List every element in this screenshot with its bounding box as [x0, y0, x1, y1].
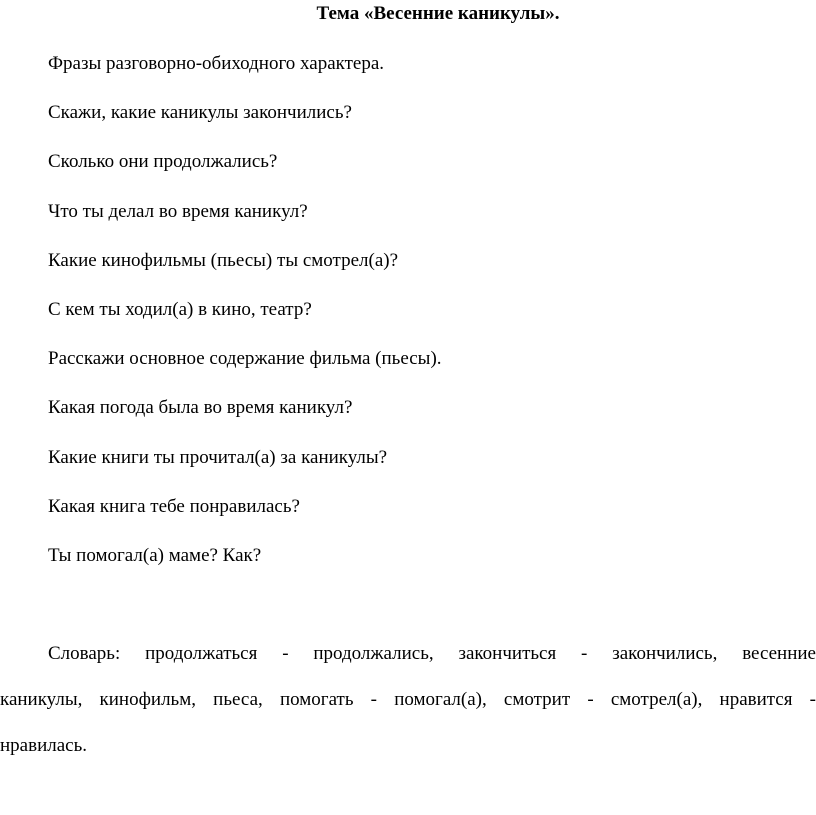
document-title: Тема «Весенние каникулы».: [316, 3, 560, 24]
phrase-item: Сколько они продолжались?: [48, 151, 278, 173]
phrase-item: Расскажи основное содержание фильма (пьесы).: [48, 348, 442, 370]
phrases-heading: Фразы разговорно-обиходного характера.: [48, 53, 385, 74]
phrase-item: Какая погода была во время каникул?: [48, 397, 353, 419]
phrase-item: Какая книга тебе понравилась?: [48, 495, 300, 517]
phrase-item: Какие книги ты прочитал(а) за каникулы?: [48, 446, 388, 468]
phrase-item: С кем ты ходил(а) в кино, театр?: [48, 298, 312, 320]
vocabulary-line: каникулы, кинофильм, пьеса, помогать - помогал(а), смотрит - смотрел(а), нравится -: [0, 689, 816, 710]
phrase-item: Ты помогал(а) маме? Как?: [48, 544, 262, 566]
vocabulary-line: Словарь: продолжаться - продолжались, закончиться - закончились, весенние: [48, 643, 816, 664]
phrase-item: Что ты делал во время каникул?: [48, 200, 308, 222]
vocabulary-paragraph: [0, 642, 816, 780]
phrase-item: Скажи, какие каникулы закончились?: [48, 102, 352, 124]
phrase-item: Какие кинофильмы (пьесы) ты смотрел(а)?: [48, 249, 399, 271]
vocabulary-line: нравилась.: [0, 735, 88, 756]
phrase-list: [48, 52, 442, 593]
